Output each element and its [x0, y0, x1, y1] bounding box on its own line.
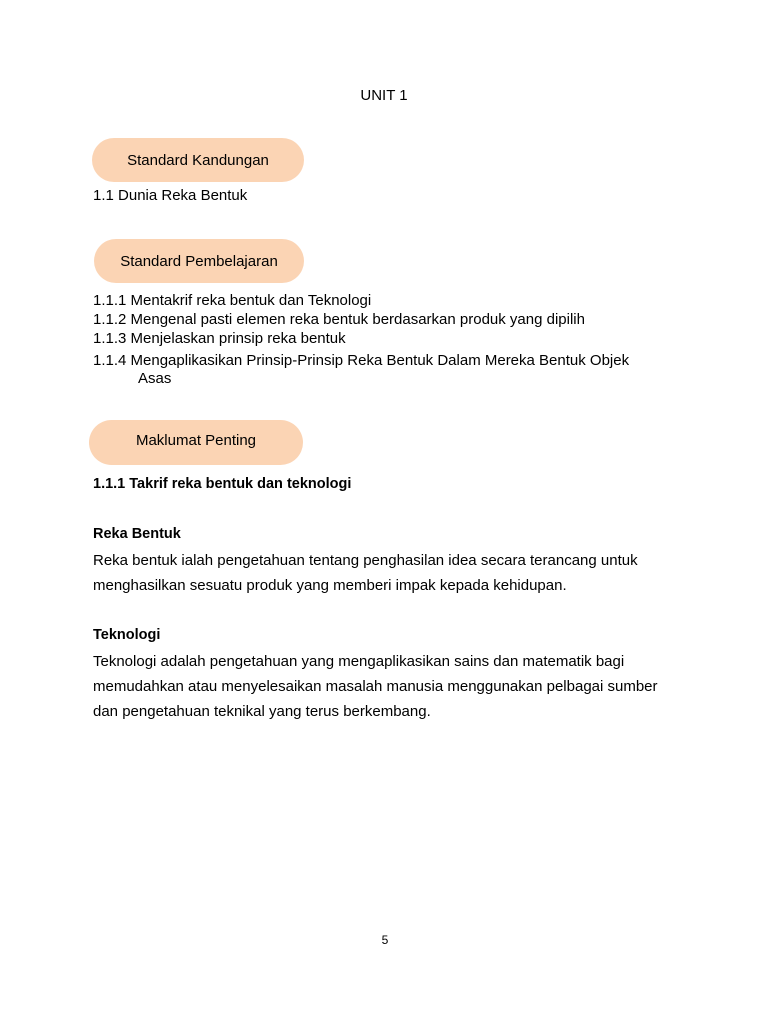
definition-term-teknologi: Teknologi	[93, 627, 161, 643]
definition-text-reka-bentuk	[93, 548, 638, 598]
list-item: 1.1.2 Mengenal pasti elemen reka bentuk berdasarkan produk yang dipilih	[93, 311, 585, 328]
list-item: 1.1.4 Mengaplikasikan Prinsip-Prinsip Reka Bentuk Dalam Mereka Bentuk Objek	[93, 352, 630, 369]
section-heading: 1.1.1 Takrif reka bentuk dan teknologi	[93, 476, 352, 492]
paragraph-line: dan pengetahuan teknikal yang terus berkembang.	[93, 703, 431, 720]
list-item: 1.1.1 Mentakrif reka bentuk dan Teknologi	[93, 292, 372, 309]
standard-kandungan-label	[92, 138, 304, 182]
definition-term-reka-bentuk: Reka Bentuk	[93, 526, 181, 542]
paragraph-line: memudahkan atau menyelesaikan masalah manusia menggunakan pelbagai sumber	[93, 678, 658, 695]
standard-kandungan-label-text: Standard Kandungan	[127, 151, 269, 169]
standard-pembelajaran-list	[93, 291, 629, 388]
unit-title: UNIT 1	[360, 87, 408, 104]
standard-pembelajaran-label	[94, 239, 304, 283]
list-item: 1.1 Dunia Reka Bentuk	[93, 187, 248, 204]
list-item: 1.1.3 Menjelaskan prinsip reka bentuk	[93, 330, 346, 347]
list-item-continuation: Asas	[138, 370, 172, 387]
maklumat-penting-label-text: Maklumat Penting	[135, 432, 257, 449]
page-number: 5	[381, 933, 389, 947]
maklumat-penting-label	[89, 420, 303, 465]
definition-text-teknologi	[93, 649, 658, 724]
paragraph-line: menghasilkan sesuatu produk yang memberi impak kepada kehidupan.	[93, 577, 567, 594]
paragraph-line: Teknologi adalah pengetahuan yang mengaplikasikan sains dan matematik bagi	[93, 653, 625, 670]
standard-kandungan-list	[93, 187, 247, 205]
paragraph-line: Reka bentuk ialah pengetahuan tentang penghasilan idea secara terancang untuk	[93, 552, 638, 569]
standard-pembelajaran-label-text: Standard Pembelajaran	[120, 252, 278, 270]
